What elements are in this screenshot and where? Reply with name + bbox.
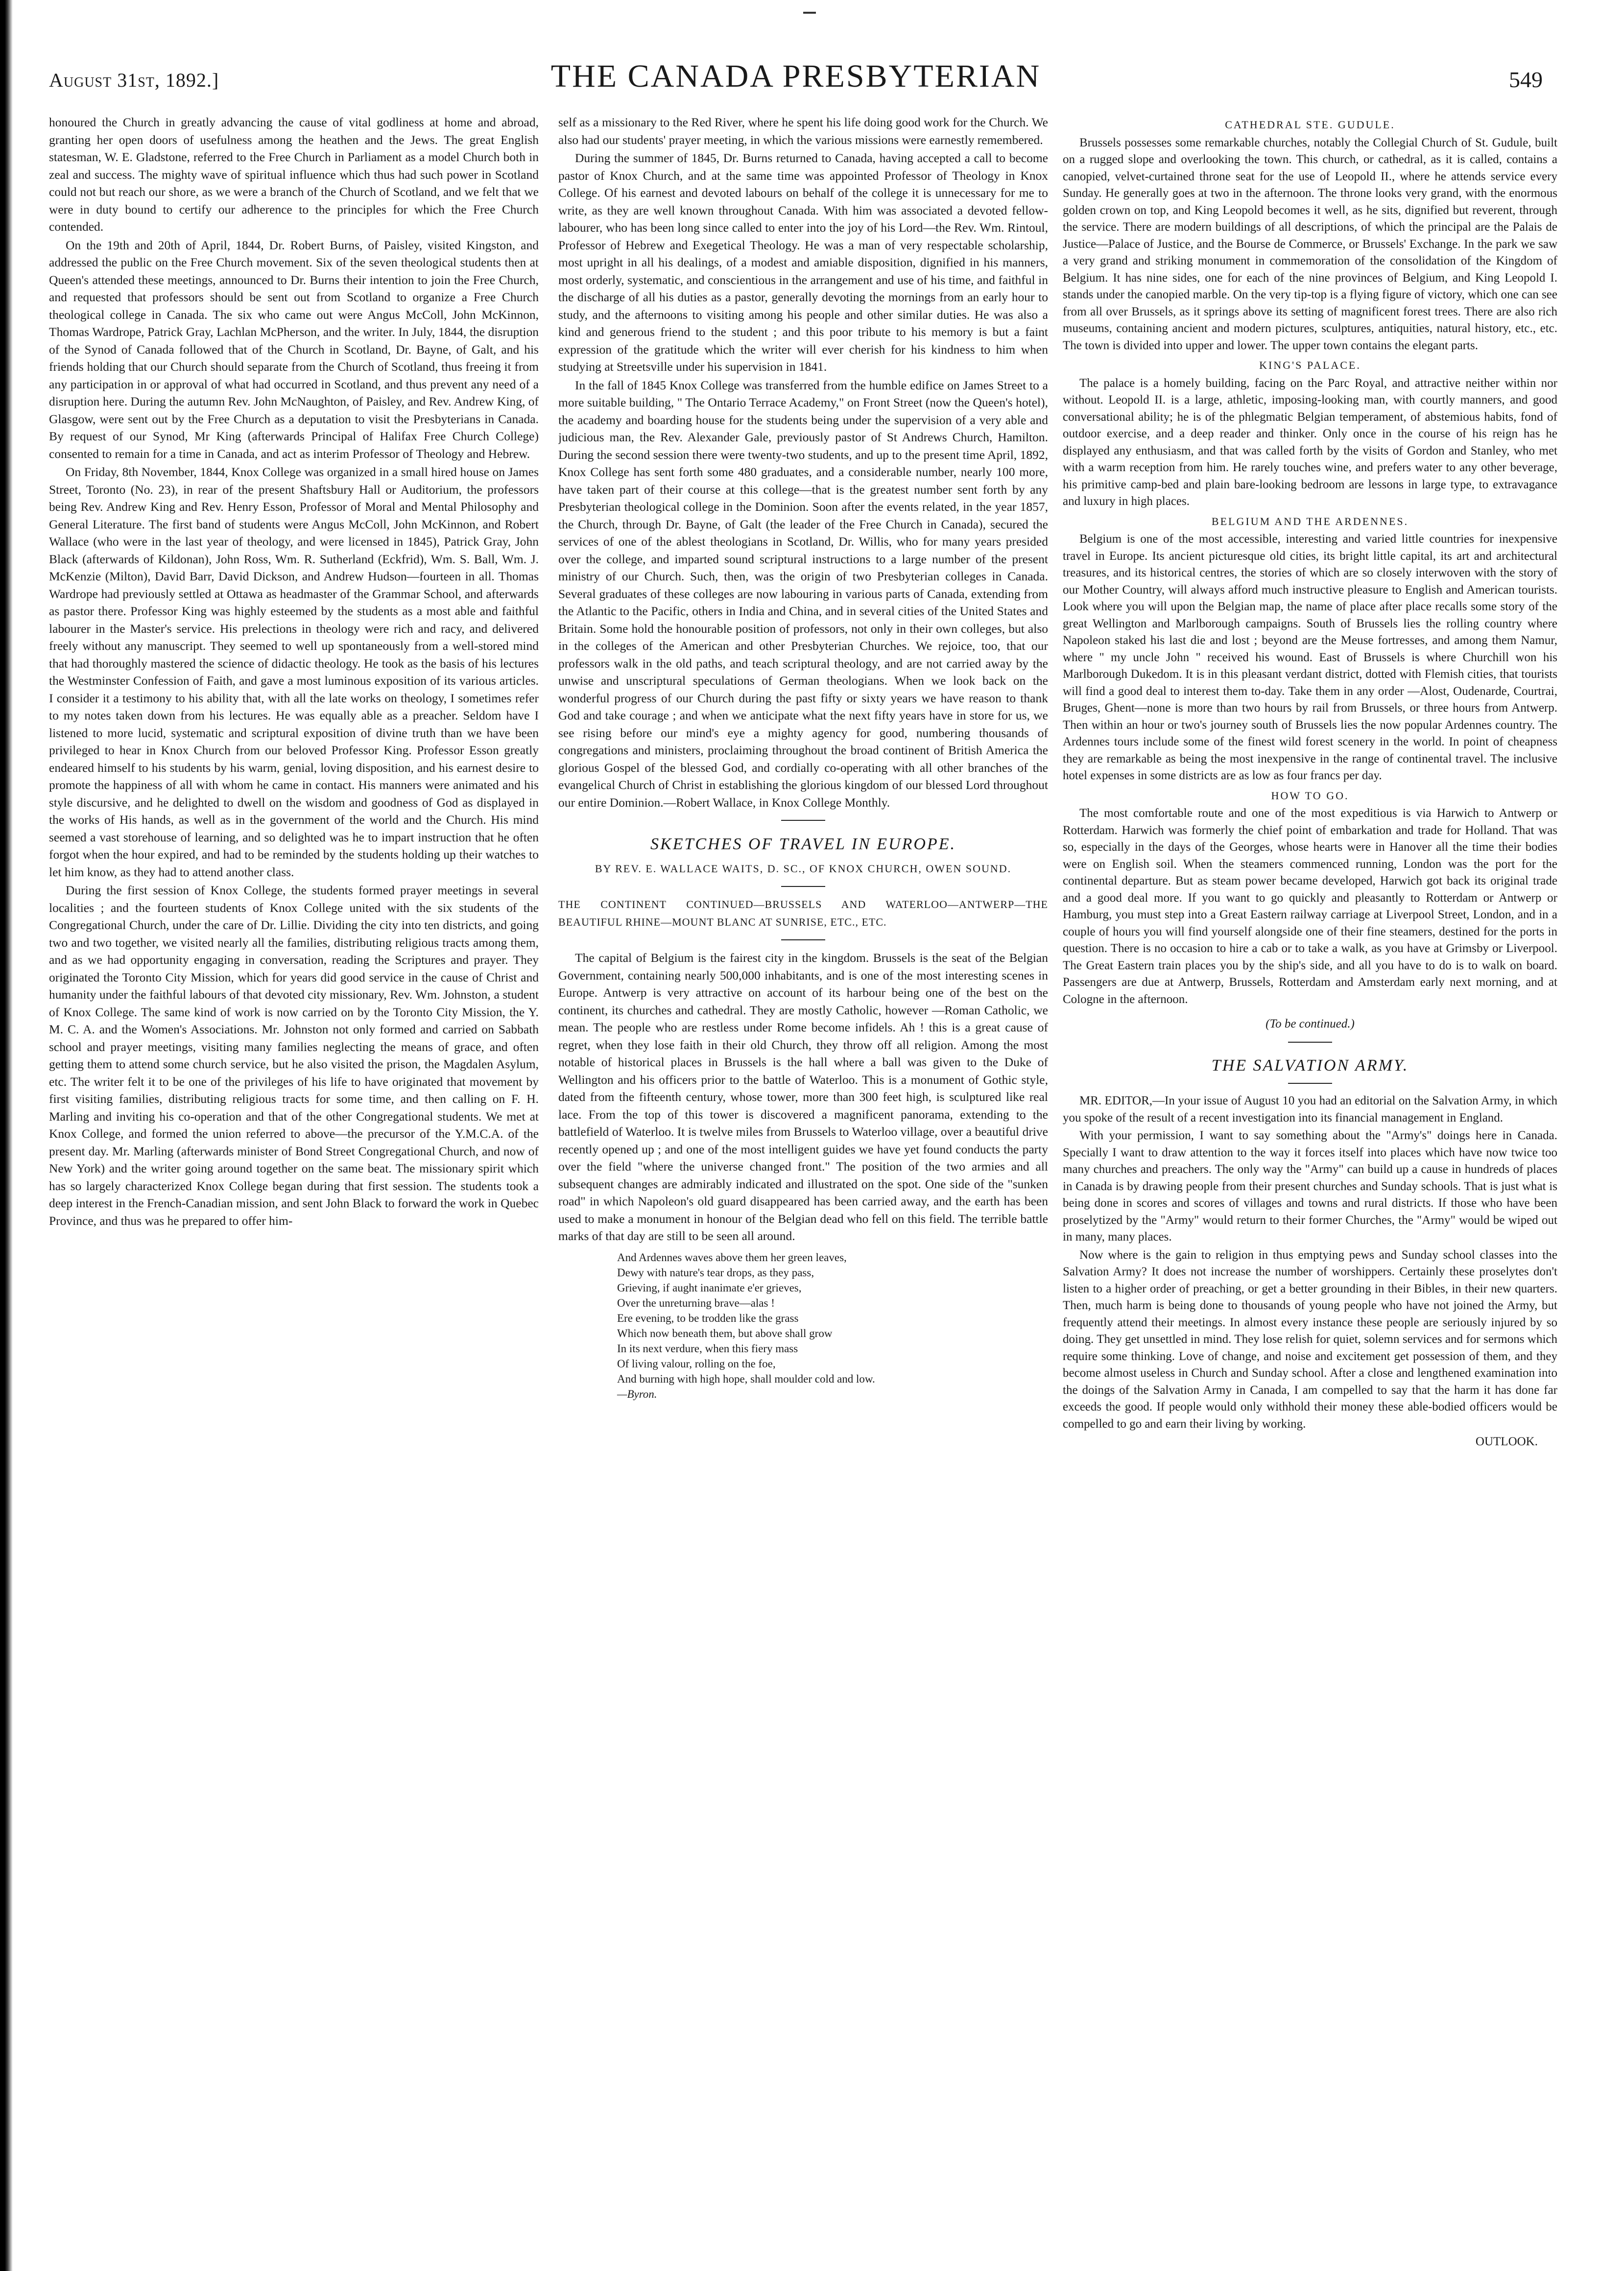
article-byline: BY REV. E. WALLACE WAITS, D. SC., OF KNOX CHURCH, OWEN SOUND. — [595, 862, 1012, 875]
poem-line: In its next verdure, when this fiery mass — [617, 1342, 798, 1355]
paragraph: With your permission, I want to say something about the "Army's" doings here in Canada. Specially I want to draw attention to the way it forces itself into places which have now twice too many churches and preachers. The only way the "Army" can build up a cause in hundreds of places in Canada is by drawing people from their present churches and Sunday schools. That is just what is being done in scores and scores of villages and towns and rural districts. If those who have been proselytized by the "Army" would return to their former Churches, the "Army" would be wiped out in many, many places. — [1063, 1129, 1557, 1243]
poem-line: Of living valour, rolling on the foe, — [617, 1357, 776, 1370]
article-synopsis: THE CONTINENT CONTINUED—BRUSSELS AND WATERLOO—ANTWERP—THE BEAUTIFUL RHINE—MOUNT BLANC AT SUNRISE, ETC., ETC. — [558, 898, 1048, 928]
poem-line: And burning with high hope, shall moulder cold and low. — [617, 1372, 875, 1385]
poem — [617, 1250, 1048, 1402]
paragraph: The palace is a homely building, facing on the Parc Royal, and attractive neither within nor without. Leopold II. is a large, athletic, imposing-looking man, with courtly manners, and good conversational ability; he is of the phlegmatic Belgian temperament, of abstemious habits, fond of outdoor exercise, and a deep reader and thinker. Only once in the course of his reign has he displayed any enthusiasm, and that was called forth by the visits of Gordon and Stanley, who met with a warm reception from him. He rarely touches wine, and prefers water to any other beverage, his primitive camp-bed and plain bare-looking bedroom are lessons in large type, to extravagance and luxury in high places. — [1063, 376, 1557, 508]
subheading: BELGIUM AND THE ARDENNES. — [1211, 515, 1409, 527]
to-be-continued: (To be continued.) — [1266, 1017, 1355, 1030]
poem-attribution: —Byron. — [617, 1387, 657, 1400]
section-rule — [781, 939, 825, 940]
poem-line: Grieving, if aught inanimate e'er grieves, — [617, 1281, 802, 1294]
subheading: CATHEDRAL STE. GUDULE. — [1225, 119, 1395, 131]
scan-edge — [0, 0, 13, 2271]
letter-signature: OUTLOOK. — [1475, 1435, 1538, 1448]
page-header — [49, 58, 1543, 102]
poem-line: And Ardennes waves above them her green leaves, — [617, 1251, 847, 1264]
issue-date: August 31st, 1892.] — [49, 69, 219, 91]
column-2 — [558, 114, 1048, 2251]
paragraph: On the 19th and 20th of April, 1844, Dr. Robert Burns, of Paisley, visited Kingston, and addressed the public on the Free Church movement. Six of the seven theological students then at Queen's attended these meetings, announced to Dr. Burns their intention to join the Free Church, and requested that professors should be sent out from Scotland to organize a Free Church theological college in Canada. The six who came out were Angus McColl, John McKinnon, Thomas Wardrope, Patrick Gray, Lachlan McPherson, and the writer. In July, 1844, the disruption of the Synod of Canada followed that of the Church in Scotland, Dr. Bayne, of Galt, and his friends holding that our Church should separate from the Church of Scotland, thus freeing it from any participation in or approval of what had occurred in Scotland, and thus prevent any need of a disruption here. During the autumn Rev. John McNaughton, of Paisley, and Rev. Andrew King, of Glasgow, were sent out by the Free Church as a deputation to visit the Presbyterians in Canada. By request of our Synod, Mr King (afterwards Principal of Halifax Free Church College) consented to remain for a time in Canada, and act as interim Professor of Theology and Hebrew. — [49, 238, 539, 461]
section-rule — [1288, 1042, 1332, 1043]
subheading: KING'S PALACE. — [1259, 359, 1361, 371]
poem-line: Ere evening, to be trodden like the grass — [617, 1312, 799, 1324]
paragraph: Belgium is one of the most accessible, interesting and varied little countries for inexpensive travel in Europe. Its ancient picturesque old cities, its bright little capital, its art and architectural treasures, and its historical centres, the stories of which are so closely interwoven with the story of our Mother Country, will always afford much instructive pleasure to English and American tourists. Look where you will upon the Belgian map, the name of place after place recalls some story of the great Wellington and Marlborough campaigns. South of Brussels lies the rolling country where Napoleon staked his last die and lost ; beyond are the Meuse fortresses, and among them Namur, where " my uncle John " received his wound. East of Brussels is where Churchill won his Marlborough Dukedom. It is in this pleasant verdant district, dotted with Flemish cities, that tourists will find a good deal to interest them to-day. Take them in any order —Alost, Oudenarde, Courtrai, Bruges, Ghent—none is more than two hours by rail from Brussels, or three hours from Antwerp. Then within an hour or two's journey south of Brussels lies the now popular Ardennes country. The Ardennes tours include some of the finest wild forest scenery in the world. In point of cheapness they are remarkable as being the most inexpensive in the range of continental travel. The inclusive hotel expenses in some districts are as low as four francs per day. — [1063, 532, 1557, 782]
paragraph: The most comfortable route and one of the most expeditious is via Harwich to Antwerp or Rotterdam. Harwich was formerly the chief point of embarkation and trade for Holland. That was so, especially in the days of the Georges, whose hearts were in Hanover all the time their bodies were on English soil. When the steamers commenced running, London was the port for the continental departure. But as steam power became developed, Harwich got back its original trade and a good deal more. If you want to go quickly and pleasantly to Rotterdam or Antwerp or Hamburg, you must step into a Great Eastern railway carriage at Liverpool Street, London, and in a couple of hours you will find yourself alongside one of their fine steamers, destined for the ports in question. There is no occasion to hire a cab or to take a walk, as you have at Grimsby or Liverpool. The Great Eastern train places you by the ship's side, and all you have to do is to walk on board. Passengers are due at Antwerp, Brussels, Rotterdam and Amsterdam early next morning, and at Cologne in the afternoon. — [1063, 807, 1557, 1006]
page-number: 549 — [1509, 67, 1543, 92]
paragraph: Brussels possesses some remarkable churches, notably the Collegial Church of St. Gudule, built on a rugged slope and overlooking the town. This church, or cathedral, as it is called, contains a canopied, velvet-curtained throne seat for the use of Leopold II., where he attends service every Sunday. He generally goes at two in the afternoon. The throne looks very grand, with the enormous golden crown on top, and King Leopold becomes it well, as he sits, dignified but reverent, through the service. There are modern buildings of all descriptions, of which the principal are the Palais de Justice—Palace of Justice, and the Bourse de Commerce, or Brussels' Exchange. In the park we saw a very grand and striking monument in commemoration of the consolidation of the Kingdom of Belgium. It has nine sides, one for each of the nine provinces of Belgium, and King Leopold I. stands under the canopied marble. On the very tip-top is a flying figure of victory, which one can see from all over Brussels, as it springs above its setting of magnificent forest trees. There are also rich museums, containing ancient and modern pictures, sculptures, antiquities, natural history, etc., etc. The town is divided into upper and lower. The upper town contains the elegant parts. — [1063, 136, 1557, 352]
poem-line: Over the unreturning brave—alas ! — [617, 1296, 775, 1309]
paragraph: In the fall of 1845 Knox College was transferred from the humble edifice on James Street to a more suitable building, " The Ontario Terrace Academy," on Front Street (now the Queen's hotel), the academy and boarding house for the students being under the supervision of a very able and judicious man, the Rev. Alexander Gale, previously pastor of St Andrews Church, Hamilton. During the second session there were twenty-two students, and up to the present time April, 1892, Knox College has sent forth some 480 graduates, and a considerable number, nearly 100 more, have taken part of their course at this college—that is the greatest number sent forth by any Presbyterian theological college in the Dominion. Soon after the events related, in the year 1857, the Church, through Dr. Bayne, of Galt (the leader of the Free Church in Canada), secured the services of one of the ablest theologians in Scotland, Dr. Willis, who for many years presided over the college, and imparted sound scriptural instructions to a large number of the present ministry of our Church. Such, then, was the origin of two Presbyterian colleges in Canada. Several graduates of these colleges are now labouring in various parts of Canada, extending from the Atlantic to the Pacific, others in India and China, and in several cities of the United States and Britain. Some hold the honourable position of professors, not only in their own colleges, but also in the colleges of the American and other Presbyterian Churches. We rejoice, too, that our professors walk in the old paths, and teach scriptural theology, and are not carried away by the unwise and unscriptural speculations of German theologians. When we look back on the wonderful progress of our Church during the past fifty or sixty years we have reason to thank God and take courage ; and when we anticipate what the next fifty years have in store for us, we see rising before our mind's eye a mighty agency for good, numbering thousands of congregations and ministers, proclaiming throughout the broad continent of British America the glorious Gospel of the blessed God, and cordially co-operating with all other branches of the evangelical Church of Christ in establishing the glorious kingdom of our blessed Lord throughout our entire Dominion.—Robert Wallace, in Knox College Monthly. — [558, 378, 1048, 810]
poem-line: Which now beneath them, but above shall grow — [617, 1327, 833, 1339]
section-rule — [1288, 1083, 1332, 1084]
article-title: THE SALVATION ARMY. — [1211, 1056, 1409, 1075]
paragraph: On Friday, 8th November, 1844, Knox College was organized in a small hired house on James Street, Toronto (No. 23), in rear of the present Shaftsbury Hall or Auditorium, the professors being Rev. Andrew King and Rev. Henry Esson, Professor of Moral and Mental Philosophy and General Literature. The first band of students were Angus McColl, John McKinnon, and Robert Wallace (who were in the last year of theology, and were licensed in 1845), Patrick Gray, John Black (afterwards of Kildonan), John Ross, Wm. R. Sutherland (Eckfrid), Wm. S. Ball, Wm. J. McKenzie (Milton), David Barr, David Dickson, and Andrew Hudson—fourteen in all. Thomas Wardrope had previously settled at Ottawa as headmaster of the Grammar School, and afterwards as pastor there. Professor King was highly esteemed by the students as a most able and faithful labourer in the Master's service. His prelections in theology were rich and racy, and delivered freely without any manuscript. They seemed to well up spontaneously from a well-stored mind that had thoroughly mastered the science of didactic theology. He took as the basis of his lectures the Westminster Confession of Faith, and gave a most luminous exposition of its various articles. I consider it a testimony to his ability that, with all the late works on theology, I sometimes refer to my notes taken down from his lectures. He was equally able as a preacher. Seldom have I listened to more lucid, systematic and scriptural exposition of divine truth than we have been privileged to hear in Knox Church from our beloved Professor King. Professor Esson greatly endeared himself to his students by his warm, genial, loving disposition, and his earnest desire to promote the happiness of all with whom he came in contact. His manners were animated and his style discursive, and he delighted to dwell on the wisdom and goodness of God as displayed in the works of His hands, as well as in the government of the world and the Church. His mind seemed a vast storehouse of learning, and so delighted was he to impart instruction that he often forgot when the hour expired, and had to be reminded by the students holding up their watches to let him know, as they had to attend another class. — [49, 465, 539, 879]
paragraph: During the summer of 1845, Dr. Burns returned to Canada, having accepted a call to become pastor of Knox Church, and at the same time was appointed Professor of Theology in Knox College. Of his earnest and devoted labours on behalf of the college it is unnecessary for me to write, as they are well known throughout Canada. With him was associated a devoted fellow-labourer, who has been long since called to enter into the joy of his Lord—the Rev. Wm. Rintoul, Professor of Hebrew and Exegetical Theology. He was a man of very respectable scholarship, most upright in all his dealings, of a modest and amiable disposition, dignified in his manners, most orderly, systematic, and conscientious in the arrangement and use of his time, and faithful in the discharge of all his duties as a pastor, generally devoting the mornings from an early hour to study, and the afternoons to visiting among his people and other similar duties. He was also a kind and generous friend to the student ; and this poor tribute to his memory is but a faint expression of the gratitude which the writer will ever cherish for his kindness to him when studying at Streetsville under his supervision in 1841. — [558, 151, 1048, 374]
paragraph: honoured the Church in greatly advancing the cause of vital godliness at home and abroad, granting her open doors of usefulness among the heathen and the Jews. The great English statesman, W. E. Gladstone, referred to the Free Church in Parliament as a model Church both in zeal and success. The mighty wave of spiritual influence which thus had such power in Scotland could not but reach our shore, as we were a branch of the Church of Scotland, and we felt that we were in duty bound to certify our adherence to the principles for which the Free Church contended. — [49, 115, 539, 234]
paragraph: The capital of Belgium is the fairest city in the kingdom. Brussels is the seat of the Belgian Government, containing nearly 500,000 inhabitants, and is one of the most interesting scenes in Europe. Antwerp is very attractive on account of its harbour being one of the best on the continent, its churches and cathedral. They are mostly Catholic, however —Roman Catholic, we mean. The people who are restless under Rome become infidels. Ah ! this is a great cause of regret, when they lose faith in their old Church, they throw off all religion. Among the most notable of historical places in Brussels is the hall where a ball was given to the Duke of Wellington and his officers prior to the battle of Waterloo. This is a monument of Gothic style, dated from the fifteenth century, whose tower, more than 300 feet high, is sculptured like real lace. From the top of this tower is discovered a magnificent panorama, extending to the battlefield of Waterloo. It is twelve miles from Brussels to Waterloo village, over a beautiful drive recently opened up ; and one of the most intelligent guides we have yet found conducts the party over the field "where the universe changed front." The position of the two armies and all subsequent changes are admirably indicated and illustrated on the spot. One side of the "sunken road" in which Napoleon's old guard disappeared has been carried away, and the earth has been used to make a monument in honour of the Belgian dead who fell on this field. The terrible battle marks of that day are still to be seen all around. — [558, 951, 1048, 1243]
paragraph: Now where is the gain to religion in thus emptying pews and Sunday school classes into the Salvation Army? It does not increase the number of worshippers. Certainly these proselytes don't listen to a higher order of preaching, or get a better grounding in their Bibles, in their new quarters. Then, much harm is being done to thousands of young people who have not joined the Army, but frequently attend their meetings. In almost every instance these people are seriously injured by so doing. They get unsettled in mind. They lose relish for quiet, solemn services and for sermons which require some thinking. Love of change, and noise and excitement get possession of them, and they become almost useless in Church and Sunday school. After a close and lengthened examination into the doings of the Salvation Army in Canada, I am compelled to say that the harm it has done far exceeds the good. If people would only withhold their money these able-bodied officers would be compelled to go and earn their living by working. — [1063, 1248, 1557, 1431]
paragraph: self as a missionary to the Red River, where he spent his life doing good work for the Church. We also had our students' prayer meeting, in which the various missions were earnestly remembered. — [558, 115, 1048, 147]
article-title: SKETCHES OF TRAVEL IN EUROPE. — [650, 835, 956, 853]
paragraph: MR. EDITOR,—In your issue of August 10 you had an editorial on the Salvation Army, in which you spoke of the result of a recent investigation into its financial management in England. — [1063, 1094, 1557, 1124]
column-3 — [1063, 114, 1557, 2251]
section-rule — [781, 886, 825, 887]
newspaper-title: THE CANADA PRESBYTERIAN — [550, 58, 1041, 94]
poem-line: Dewy with nature's tear drops, as they pass, — [617, 1266, 814, 1279]
paragraph: During the first session of Knox College, the students formed prayer meetings in several localities ; and the fourteen students of Knox College united with the six students of the Congregational Church, under the care of Dr. Lillie. Dividing the city into ten districts, and going two and two together, we visited nearly all the families, distributing religious tracts among them, and as we had opportunity engaging in conversation, reading the Scriptures and prayer. They originated the Toronto City Mission, which for years did good service in the cause of Christ and humanity under the faithful labours of that devoted city missionary, Rev. Wm. Johnston, a student of Knox College. The same kind of work is now carried on by the Toronto City Mission, the Y. M. C. A. and the Women's Associations. Mr. Johnston not only formed and carried on Sabbath school and prayer meetings, visiting many families neglecting the means of grace, and often getting them to attend some church service, but he also visited the prison, the Magdalen Asylum, etc. The writer felt it to be one of the privileges of his life to have originated that movement by first visiting families, distributing religious tracts for some time, and then calling on F. H. Marling and inviting his co-operation and that of the other Congregational students. We met at Knox College, and formed the union referred to above—the precursor of the Y.M.C.A. of the present day. Mr. Marling (afterwards minister of Bond Street Congregational Church, and now of New York) and the writer going around together on the same beat. The missionary spirit which has so largely characterized Knox College began during that first session. The students took a deep interest in the French-Canadian mission, and sent John Black to forward the work in Quebec Province, and thus was he prepared to offer him- — [49, 883, 539, 1228]
subheading: HOW TO GO. — [1271, 789, 1349, 802]
column-1 — [49, 114, 539, 2251]
section-rule — [781, 820, 825, 821]
page-mark — [803, 12, 816, 14]
